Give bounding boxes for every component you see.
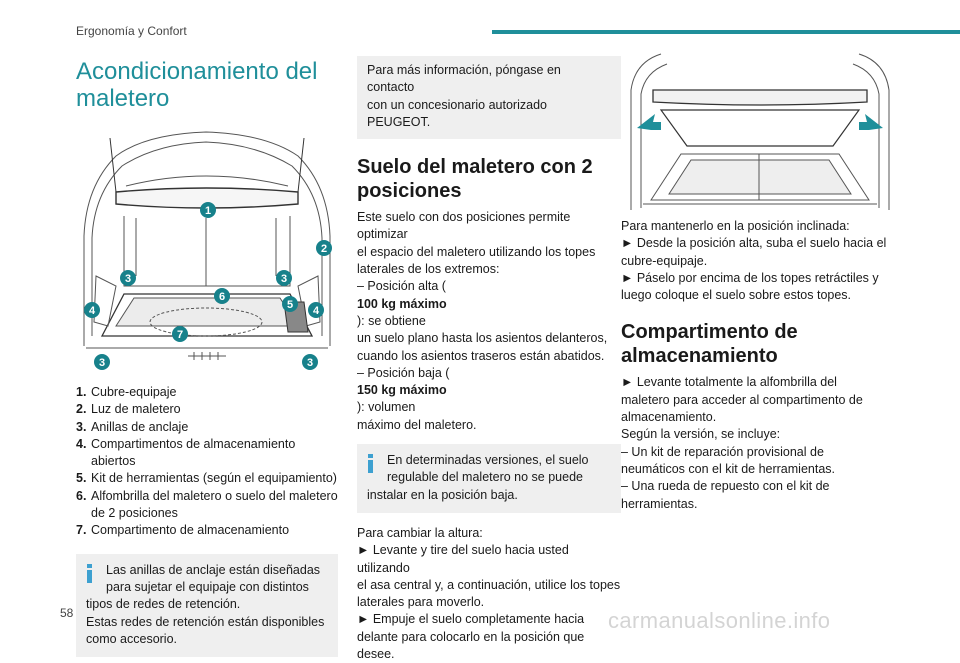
- column-2: [357, 56, 621, 663]
- svg-text:1: 1: [204, 205, 212, 217]
- callout-3-left-upper: [120, 270, 136, 286]
- page-title: [76, 58, 338, 112]
- callout-5: [282, 296, 298, 312]
- legend-item: 2. Luz de maletero: [76, 402, 181, 417]
- section-title: Ergonomía y Confort: [76, 24, 187, 38]
- info-box-floor-versions: En determinadas versiones, el suelo regulable del maletero no se puede instalar en la posición baja.: [357, 444, 621, 513]
- callout-6: [214, 288, 230, 304]
- callout-2: [316, 240, 332, 256]
- watermark: carmanualsonline.info: [608, 608, 831, 633]
- contact-box: Para más información, póngase en contacto con un concesionario autorizado PEUGEOT.: [357, 56, 621, 139]
- info-icon: [87, 564, 92, 583]
- storage-section-heading: Compartimento de almacenamiento: [621, 321, 798, 368]
- storage-instructions: ► Levante totalmente la alfombrilla del maletero para acceder al compartimento de almacenamiento. Según la versión, se incluye: – Un kit de reparación provisional de neumáticos con el kit de herramientas. – Una rueda de repuesto con el kit de herramientas.: [621, 375, 863, 511]
- svg-text:3: 3: [306, 357, 314, 369]
- callout-7: [172, 326, 188, 342]
- page-title-line2: maletero: [76, 85, 170, 112]
- inclined-floor-illustration: [621, 50, 899, 210]
- legend-list: [76, 384, 338, 540]
- legend-item: 5. Kit de herramientas (según el equipamiento): [76, 471, 337, 486]
- info-box-anchor-rings: Las anillas de anclaje están diseñadas para sujetar el equipaje con distintos tipos de redes de retención. Estas redes de retención están disponibles como accesorio.: [76, 554, 338, 657]
- trunk-diagram-svg: [76, 126, 338, 370]
- callout-3-right-lower: [302, 354, 318, 370]
- floor-intro: Este suelo con dos posiciones permite optimizar el espacio del maletero utilizando los topes laterales de los extremos: – Posición alta ( 100 kg máximo ): se obtiene un suelo plano hasta los asientos delanteros, cuando los asientos traseros están abatidos. – Posición baja ( 150 kg máximo ): volumen máximo del maletero.: [357, 210, 608, 432]
- header-accent-bar: [492, 30, 960, 34]
- floor-section-heading: Suelo del maletero con 2 posiciones: [357, 156, 593, 203]
- callout-1: [200, 202, 216, 218]
- inclined-position-instructions: Para mantenerlo en la posición inclinada: ► Desde la posición alta, suba el suelo hacia el cubre-equipaje. ► Páselo por encima de los topes retráctiles y luego coloque el suelo sobre estos topes.: [621, 219, 887, 303]
- legend-item: 1. Cubre-equipaje: [76, 385, 177, 399]
- legend-item: 7. Compartimento de almacenamiento: [76, 523, 290, 538]
- callout-4-right: [308, 302, 324, 318]
- svg-text:3: 3: [280, 273, 288, 285]
- svg-text:5: 5: [286, 299, 294, 311]
- svg-text:3: 3: [98, 357, 106, 369]
- callout-3-right-upper: [276, 270, 292, 286]
- svg-text:2: 2: [320, 243, 328, 255]
- callout-3-left-lower: [94, 354, 110, 370]
- svg-text:7: 7: [176, 329, 184, 341]
- legend-item: 4. Compartimentos de almacenamiento abiertos: [76, 436, 296, 469]
- legend-item: 3. Anillas de anclaje: [76, 419, 189, 434]
- trunk-illustration: [76, 126, 338, 370]
- info-icon: [368, 454, 373, 473]
- callout-4-left: [84, 302, 100, 318]
- height-change-instructions: Para cambiar la altura: ► Levante y tire del suelo hacia usted utilizando el asa central y, a continuación, utilice los topes laterales para moverlo. ► Empuje el suelo completamente hacia delante para colocarlo en la posición que desee.: [357, 525, 621, 662]
- column-3: [621, 50, 907, 513]
- column-1: [76, 56, 338, 657]
- svg-text:4: 4: [88, 305, 96, 317]
- svg-text:4: 4: [312, 305, 320, 317]
- svg-text:3: 3: [124, 273, 132, 285]
- svg-text:6: 6: [218, 291, 226, 303]
- legend-item: 6. Alfombrilla del maletero o suelo del maletero de 2 posiciones: [76, 488, 338, 521]
- page-number: 58: [60, 606, 74, 620]
- inclined-floor-svg: [621, 50, 899, 210]
- page-title-line1: Acondicionamiento del: [76, 58, 318, 85]
